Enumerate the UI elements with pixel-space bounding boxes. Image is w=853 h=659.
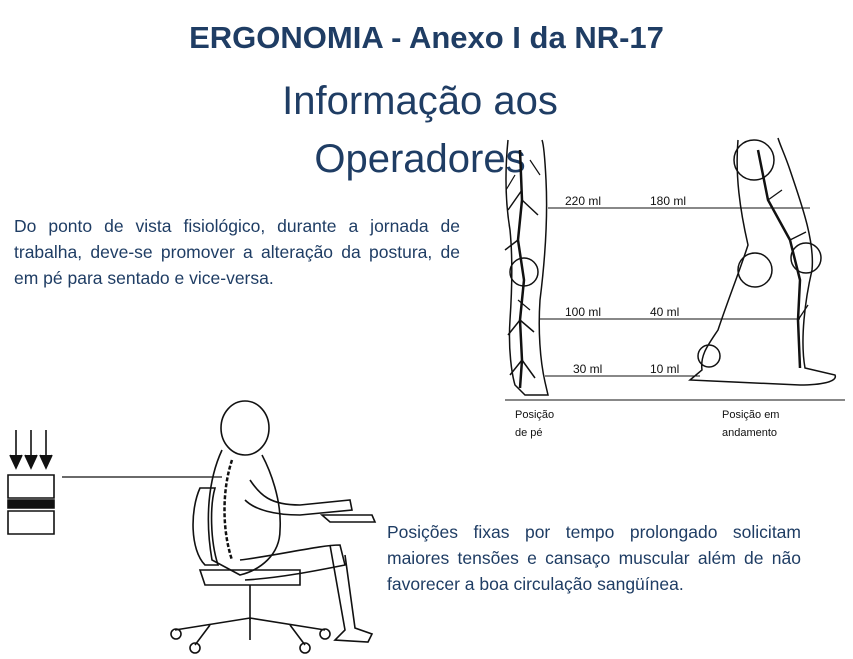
walking-caption-line2: andamento bbox=[722, 427, 778, 439]
measurement-lines bbox=[540, 208, 810, 376]
standing-caption-line2: de pé bbox=[515, 427, 543, 439]
walking-value-mid: 40 ml bbox=[650, 305, 680, 319]
seated-person-drawing bbox=[171, 401, 375, 653]
standing-caption-line1: Posição bbox=[515, 409, 555, 421]
walking-value-top: 180 ml bbox=[650, 194, 687, 208]
left-paragraph: Do ponto de vista fisiológico, durante a jornada de trabalha, deve-se promover a alteração da postura, de em pé para sentado e vice-versa. bbox=[14, 216, 460, 288]
slide-subtitle: Informação aos Operadores bbox=[282, 79, 558, 181]
standing-value-top: 220 ml bbox=[565, 194, 602, 208]
right-paragraph: Posições fixas por tempo prolongado solicitam maiores tensões e cansaço muscular além de não favorecer a boa circulação sangüínea. bbox=[387, 522, 801, 594]
standing-value-mid: 100 ml bbox=[565, 305, 602, 319]
slide-title: ERGONOMIA - Anexo I da NR-17 bbox=[189, 20, 664, 55]
walking-leg-drawing bbox=[690, 138, 835, 385]
walking-caption-line1: Posição em bbox=[722, 409, 780, 421]
walking-value-bottom: 10 ml bbox=[650, 362, 680, 376]
vertebra-compression-icon bbox=[8, 430, 54, 534]
standing-leg-drawing bbox=[505, 140, 548, 395]
standing-value-bottom: 30 ml bbox=[573, 362, 603, 376]
